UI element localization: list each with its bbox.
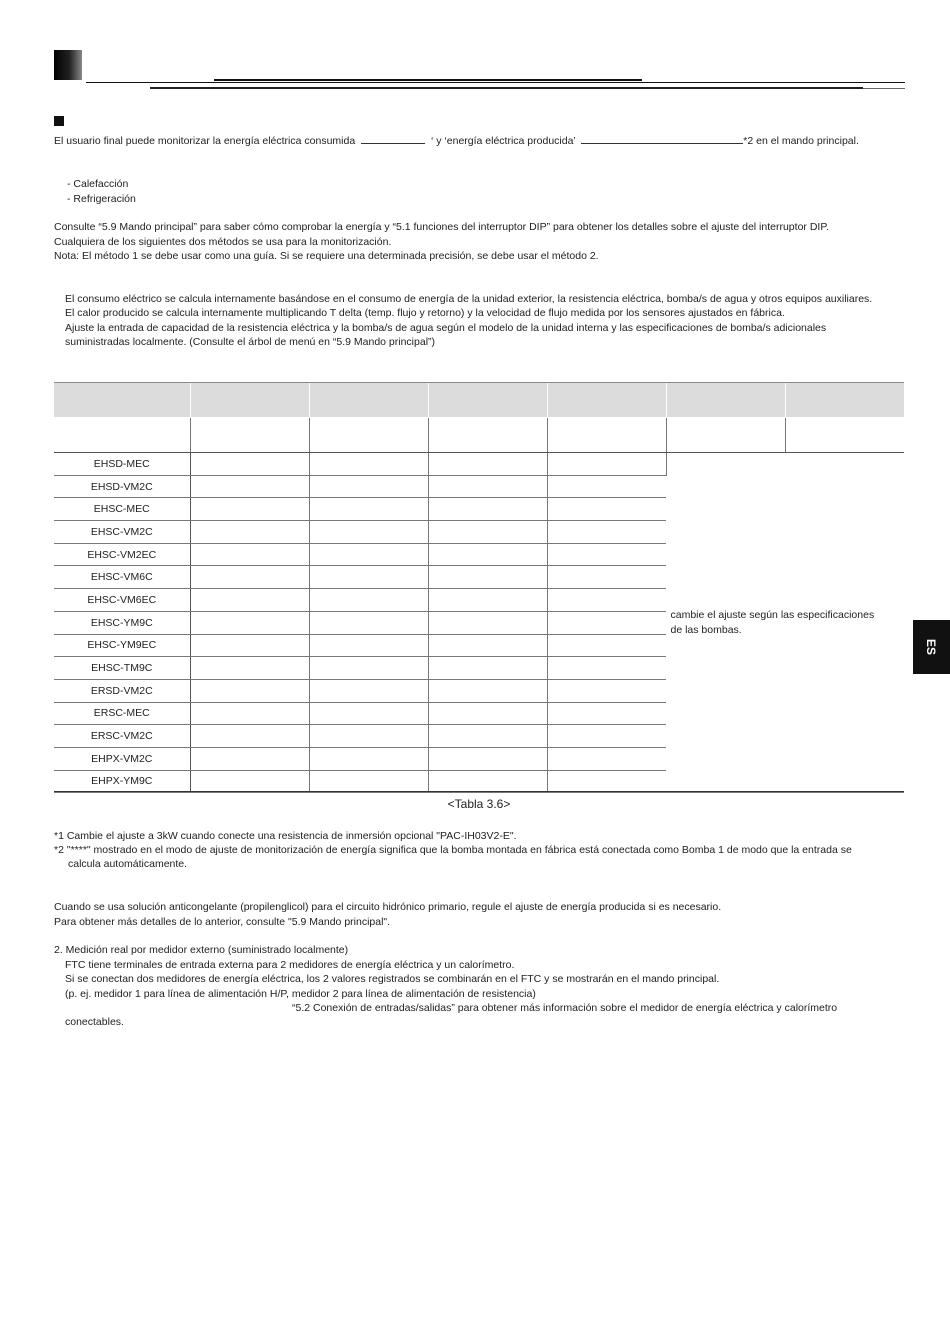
value-cell [190,702,309,725]
subheader-cell [785,418,904,453]
method2-text: “5.2 Conexión de entradas/salidas” para obtener más información sobre el medidor de energía eléctrica y calorímetro [292,1002,838,1014]
intro-text-b: ‘ y ‘energía eléctrica producida’ [431,135,576,147]
value-cell [309,475,428,498]
value-cell [547,725,666,748]
header-rule-accent [214,79,642,81]
value-cell [428,543,547,566]
value-cell [547,453,666,476]
subheader-cell [190,418,309,453]
value-cell [190,657,309,680]
header-cell [666,383,785,418]
value-cell [547,566,666,589]
value-cell [547,589,666,612]
value-cell [309,566,428,589]
reference-text: Consulte “5.9 Mando principal” para saber cómo comprobar la energía y “5.1 funciones del interruptor DIP” para obtener los detalles sobre el ajuste del interruptor DIP. [54,221,829,233]
value-cell [547,657,666,680]
value-cell [428,453,547,476]
subheader-cell [309,418,428,453]
model-cell: EHPX-YM9C [54,770,190,793]
antifreeze-text: Para obtener más detalles de lo anterior, consulte "5.9 Mando principal". [54,916,391,928]
language-tab [913,620,950,674]
header-cell [428,383,547,418]
table-header-row [54,383,904,418]
value-cell [547,634,666,657]
value-cell [190,747,309,770]
value-cell [309,657,428,680]
value-cell [190,679,309,702]
value-cell [309,770,428,793]
value-cell [190,725,309,748]
method1-text: El consumo eléctrico se calcula internamente basándose en el consumo de energía de la unidad exterior, la resistencia eléctrica, bomba/s de agua y otros equipos auxiliares. [65,293,873,305]
pump-note-line: de las bombas. [670,623,742,636]
value-cell [190,634,309,657]
value-cell [309,725,428,748]
pump-note-line: cambie el ajuste según las especificaciones [670,608,875,621]
model-cell: EHSC-YM9C [54,611,190,634]
capacity-table [54,383,904,793]
value-cell [428,657,547,680]
value-cell [309,611,428,634]
model-cell: EHSC-VM6C [54,566,190,589]
model-cell: EHPX-VM2C [54,747,190,770]
model-cell: ERSC-VM2C [54,725,190,748]
header-cell [190,383,309,418]
model-cell: EHSC-MEC [54,498,190,521]
model-cell: EHSC-VM2C [54,521,190,544]
value-cell [190,566,309,589]
value-cell [428,521,547,544]
methods-text: Cualquiera de los siguientes dos métodos se usa para la monitorización. [54,236,392,248]
blank-underline [361,134,425,144]
value-cell [547,770,666,793]
note-text: Nota: El método 1 se debe usar como una guía. Si se requiere una determinada precisión, se debe usar el método 2. [54,250,599,262]
table-bottom-rule [54,791,904,792]
method2-text: Si se conectan dos medidores de energía eléctrica, los 2 valores registrados se combinarán en el FTC y se mostrarán en el mando principal. [65,973,720,985]
value-cell [428,702,547,725]
subheader-cell [666,418,785,453]
footnote: calcula automáticamente. [68,858,188,870]
table-subheader-row [54,418,904,453]
header-cell [785,383,904,418]
method2-text: FTC tiene terminales de entrada externa para 2 medidores de energía eléctrica y un calorímetro. [65,959,515,971]
intro-text-c: *2 en el mando principal. [743,135,859,147]
intro-text-a: El usuario final puede monitorizar la energía eléctrica consumida [54,135,356,147]
value-cell [428,566,547,589]
header-cell [309,383,428,418]
value-cell [309,634,428,657]
method1-text: El calor producido se calcula internamente multiplicando T delta (temp. flujo y retorno) y la velocidad de flujo medida por los sensores ajustados en fábrica. [65,307,785,319]
value-cell [190,543,309,566]
pump-note-cell [666,453,904,793]
table-row [54,453,904,476]
header-cell [547,383,666,418]
method2-text: (p. ej. medidor 1 para línea de alimentación H/P, medidor 2 para línea de alimentación de resistencia) [65,988,536,1000]
value-cell [428,589,547,612]
value-cell [309,589,428,612]
subheader-cell [428,418,547,453]
value-cell [547,521,666,544]
subheader-cell [54,418,190,453]
value-cell [309,543,428,566]
footnote: *2 "****" mostrado en el modo de ajuste de monitorización de energía significa que la bomba montada en fábrica está conectada como Bomba 1 de modo que la entrada se [54,844,852,856]
footnote: *1 Cambie el ajuste a 3kW cuando conecte una resistencia de inmersión opcional "PAC-IH03V2-E". [54,830,517,842]
value-cell [547,475,666,498]
model-cell: EHSC-VM2EC [54,543,190,566]
value-cell [428,679,547,702]
value-cell [309,453,428,476]
model-cell: EHSD-MEC [54,453,190,476]
value-cell [190,475,309,498]
value-cell [428,747,547,770]
header-rule [86,82,905,83]
value-cell [547,702,666,725]
header-rule-lower-right [863,88,905,89]
value-cell [428,770,547,793]
value-cell [190,498,309,521]
value-cell [309,521,428,544]
antifreeze-text: Cuando se usa solución anticongelante (propilenglicol) para el circuito hidrónico primario, regule el ajuste de energía producida si es necesario. [54,901,722,913]
value-cell [547,679,666,702]
model-cell: ERSC-MEC [54,702,190,725]
mode-item: - Calefacción [67,178,129,190]
model-cell: ERSD-VM2C [54,679,190,702]
header-rule-lower [150,87,863,89]
method1-text: Ajuste la entrada de capacidad de la resistencia eléctrica y la bomba/s de agua según el modelo de la unidad interna y las especificaciones de bomba/s adicionales [65,322,827,334]
value-cell [190,589,309,612]
model-cell: EHSC-TM9C [54,657,190,680]
value-cell [190,770,309,793]
subheader-cell [547,418,666,453]
value-cell [547,543,666,566]
model-cell: EHSD-VM2C [54,475,190,498]
table-caption: <Tabla 3.6> [447,797,511,811]
value-cell [428,498,547,521]
value-cell [428,611,547,634]
model-cell: EHSC-VM6EC [54,589,190,612]
language-tab-label: ES [924,638,939,656]
method2-text: conectables. [65,1016,124,1028]
value-cell [547,611,666,634]
blank-underline [581,134,743,144]
method2-title: 2. Medición real por medidor externo (suministrado localmente) [54,944,349,956]
value-cell [428,725,547,748]
value-cell [190,521,309,544]
value-cell [428,475,547,498]
header-cell [54,383,190,418]
value-cell [190,453,309,476]
value-cell [309,747,428,770]
model-cell: EHSC-YM9EC [54,634,190,657]
value-cell [309,498,428,521]
intro-line [54,134,859,148]
value-cell [309,679,428,702]
section-bullet-icon [54,116,64,126]
value-cell [190,611,309,634]
method1-text: suministradas localmente. (Consulte el árbol de menú en “5.9 Mando principal”) [65,336,436,348]
value-cell [428,634,547,657]
value-cell [547,747,666,770]
chapter-marker [54,50,82,80]
value-cell [309,702,428,725]
value-cell [547,498,666,521]
mode-item: - Refrigeración [67,193,136,205]
